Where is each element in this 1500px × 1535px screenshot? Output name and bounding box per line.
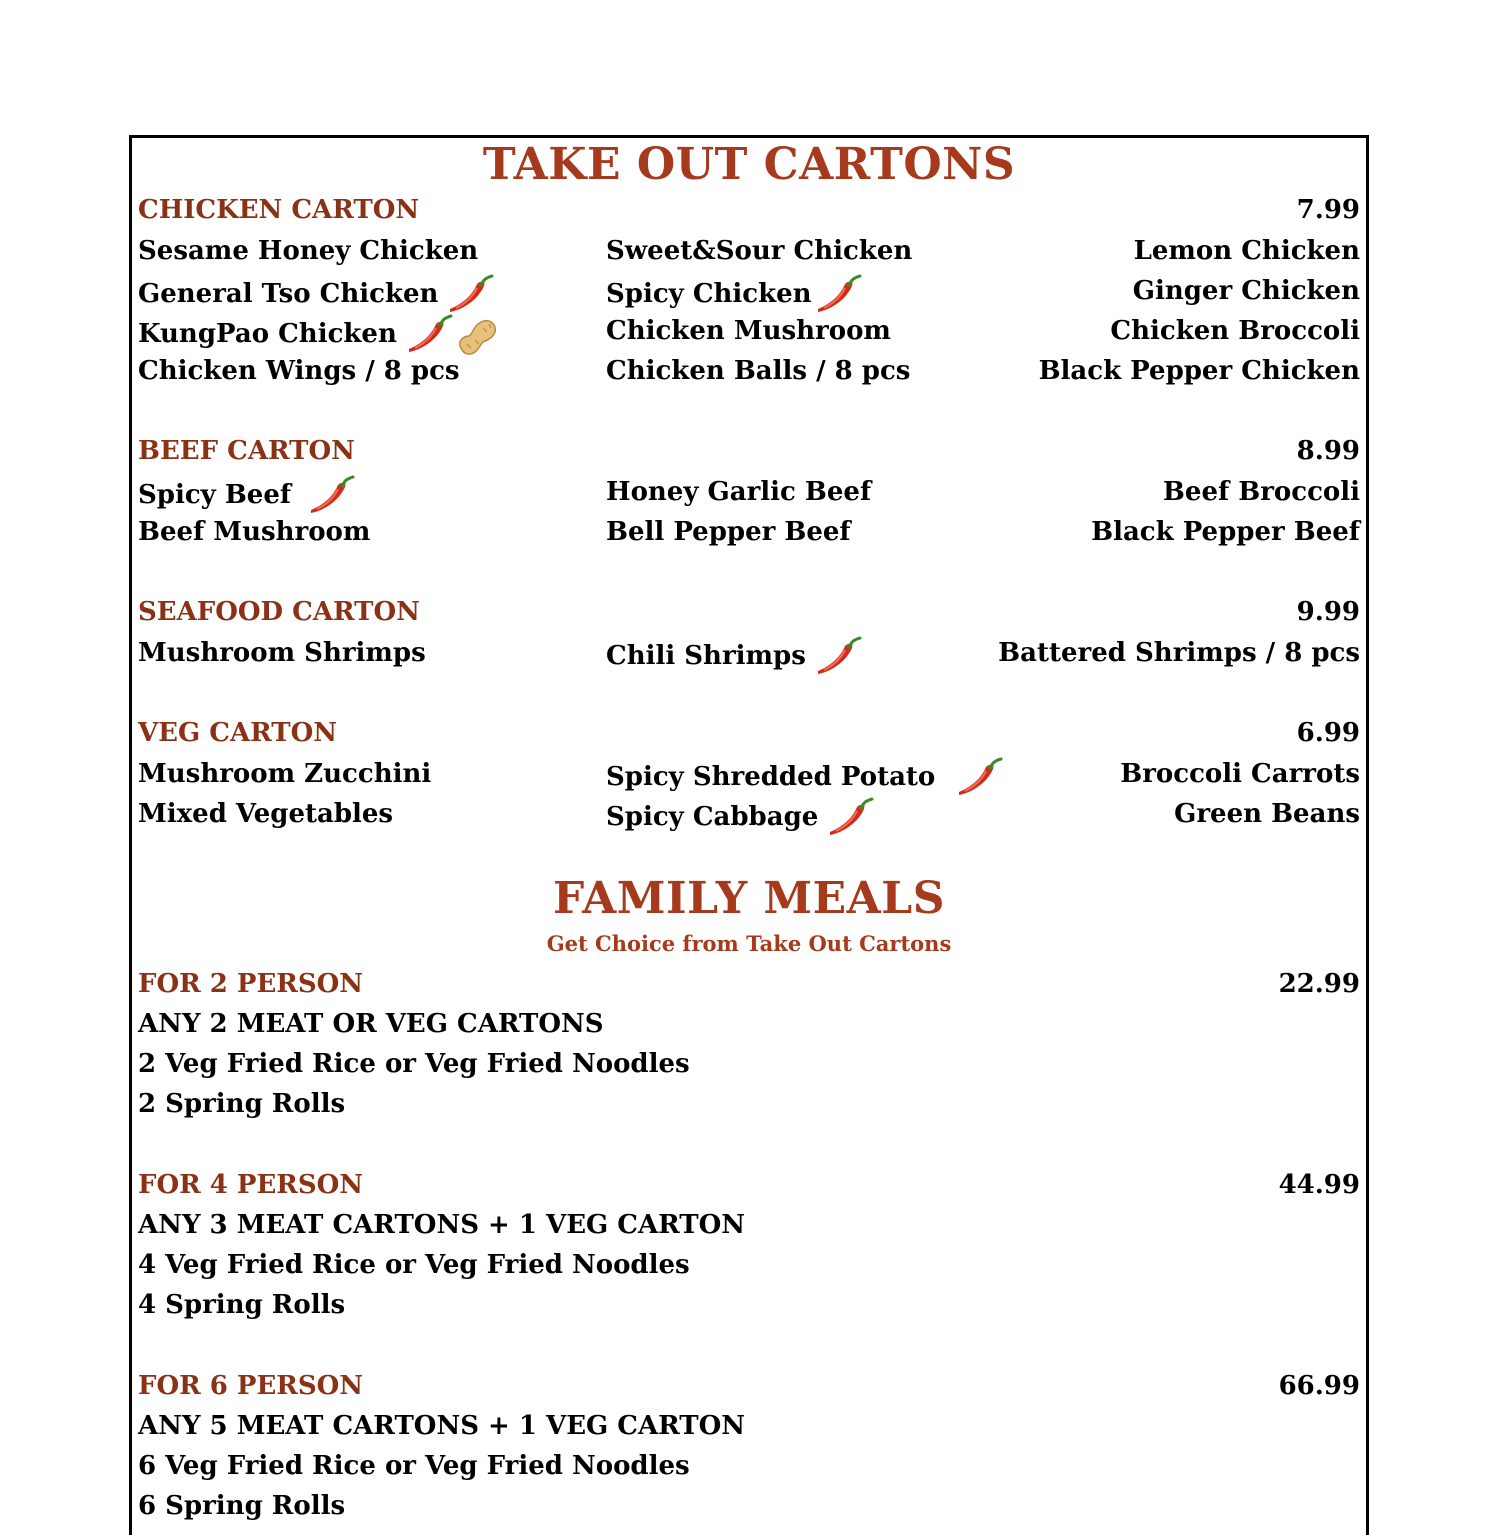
menu-item: Ginger Chicken <box>1132 276 1360 306</box>
meal-name: FOR 4 PERSON <box>138 1170 364 1200</box>
chili-pepper-icon <box>812 636 864 678</box>
menu-row <box>138 636 1360 670</box>
meal-header <box>138 1369 1360 1403</box>
chili-pepper-icon <box>305 475 357 517</box>
menu-item: Sesame Honey Chicken <box>138 236 479 266</box>
menu-frame <box>129 135 1369 1535</box>
meal-line: ANY 3 MEAT CARTONS + 1 VEG CARTON <box>138 1210 746 1240</box>
family-subtitle: Get Choice from Take Out Cartons <box>546 931 952 956</box>
meal-line: 2 Spring Rolls <box>138 1089 346 1119</box>
menu-item: Spicy Chicken <box>606 274 864 316</box>
menu-item: Battered Shrimps / 8 pcs <box>998 638 1360 668</box>
menu-row <box>138 354 1360 388</box>
section-header-seafood <box>138 595 1360 629</box>
section-header-veg <box>138 716 1360 750</box>
meal-header <box>138 967 1360 1001</box>
category-price: 7.99 <box>1296 195 1360 225</box>
meal-price: 44.99 <box>1278 1170 1360 1200</box>
menu-item: Lemon Chicken <box>1133 236 1360 266</box>
chili-pepper-icon <box>824 797 876 839</box>
menu-row <box>138 515 1360 549</box>
meal-price: 22.99 <box>1278 969 1360 999</box>
menu-item: Spicy Shredded Potato <box>606 757 1005 799</box>
menu-item: Chicken Broccoli <box>1110 316 1360 346</box>
meal-line: 4 Spring Rolls <box>138 1290 346 1320</box>
meal-name: FOR 2 PERSON <box>138 969 364 999</box>
menu-item: Black Pepper Beef <box>1091 517 1360 547</box>
menu-item: Chicken Mushroom <box>606 316 891 346</box>
category-name: VEG CARTON <box>138 718 338 748</box>
menu-row <box>138 475 1360 509</box>
menu-row <box>138 314 1360 348</box>
menu-item: Mushroom Shrimps <box>138 638 426 668</box>
category-price: 8.99 <box>1296 436 1360 466</box>
menu-item: Spicy Cabbage <box>606 797 876 839</box>
section-header-beef <box>138 434 1360 468</box>
menu-item: Green Beans <box>1174 799 1360 829</box>
category-name: SEAFOOD CARTON <box>138 597 420 627</box>
category-name: BEEF CARTON <box>138 436 355 466</box>
menu-item: Honey Garlic Beef <box>606 477 872 507</box>
meal-line: ANY 5 MEAT CARTONS + 1 VEG CARTON <box>138 1411 746 1441</box>
meal-line: ANY 2 MEAT OR VEG CARTONS <box>138 1009 604 1039</box>
menu-item: Sweet&Sour Chicken <box>606 236 913 266</box>
chili-pepper-icon <box>403 314 455 356</box>
menu-item: Spicy Beef <box>138 475 357 517</box>
menu-row <box>138 234 1360 268</box>
menu-item: Beef Mushroom <box>138 517 371 547</box>
category-price: 9.99 <box>1296 597 1360 627</box>
menu-item: Broccoli Carrots <box>1120 759 1360 789</box>
section-header-chicken <box>138 193 1360 227</box>
category-name: CHICKEN CARTON <box>138 195 420 225</box>
menu-item: Chili Shrimps <box>606 636 864 678</box>
category-price: 6.99 <box>1296 718 1360 748</box>
menu-item: Mushroom Zucchini <box>138 759 432 789</box>
meal-header <box>138 1168 1360 1202</box>
menu-item: Chicken Balls / 8 pcs <box>606 356 911 386</box>
meal-line: 2 Veg Fried Rice or Veg Fried Noodles <box>138 1049 690 1079</box>
chili-pepper-icon <box>812 274 864 316</box>
menu-row <box>138 757 1360 791</box>
meal-line: 4 Veg Fried Rice or Veg Fried Noodles <box>138 1250 690 1280</box>
menu-item: Beef Broccoli <box>1162 477 1360 507</box>
menu-item: Bell Pepper Beef <box>606 517 851 547</box>
chili-pepper-icon <box>444 274 496 316</box>
meal-line: 6 Spring Rolls <box>138 1491 346 1521</box>
family-title: FAMILY MEALS <box>552 873 946 924</box>
meal-price: 66.99 <box>1278 1371 1360 1401</box>
meal-name: FOR 6 PERSON <box>138 1371 364 1401</box>
takeout-title: TAKE OUT CARTONS <box>482 139 1016 190</box>
meal-line: 6 Veg Fried Rice or Veg Fried Noodles <box>138 1451 690 1481</box>
menu-item: Mixed Vegetables <box>138 799 394 829</box>
peanut-icon <box>455 314 499 356</box>
menu-row <box>138 274 1360 308</box>
menu-item: Chicken Wings / 8 pcs <box>138 356 460 386</box>
menu-item: KungPao Chicken <box>138 314 499 356</box>
chili-pepper-icon <box>953 757 1005 799</box>
menu-item: General Tso Chicken <box>138 274 496 316</box>
menu-item: Black Pepper Chicken <box>1038 356 1360 386</box>
menu-row <box>138 797 1360 831</box>
